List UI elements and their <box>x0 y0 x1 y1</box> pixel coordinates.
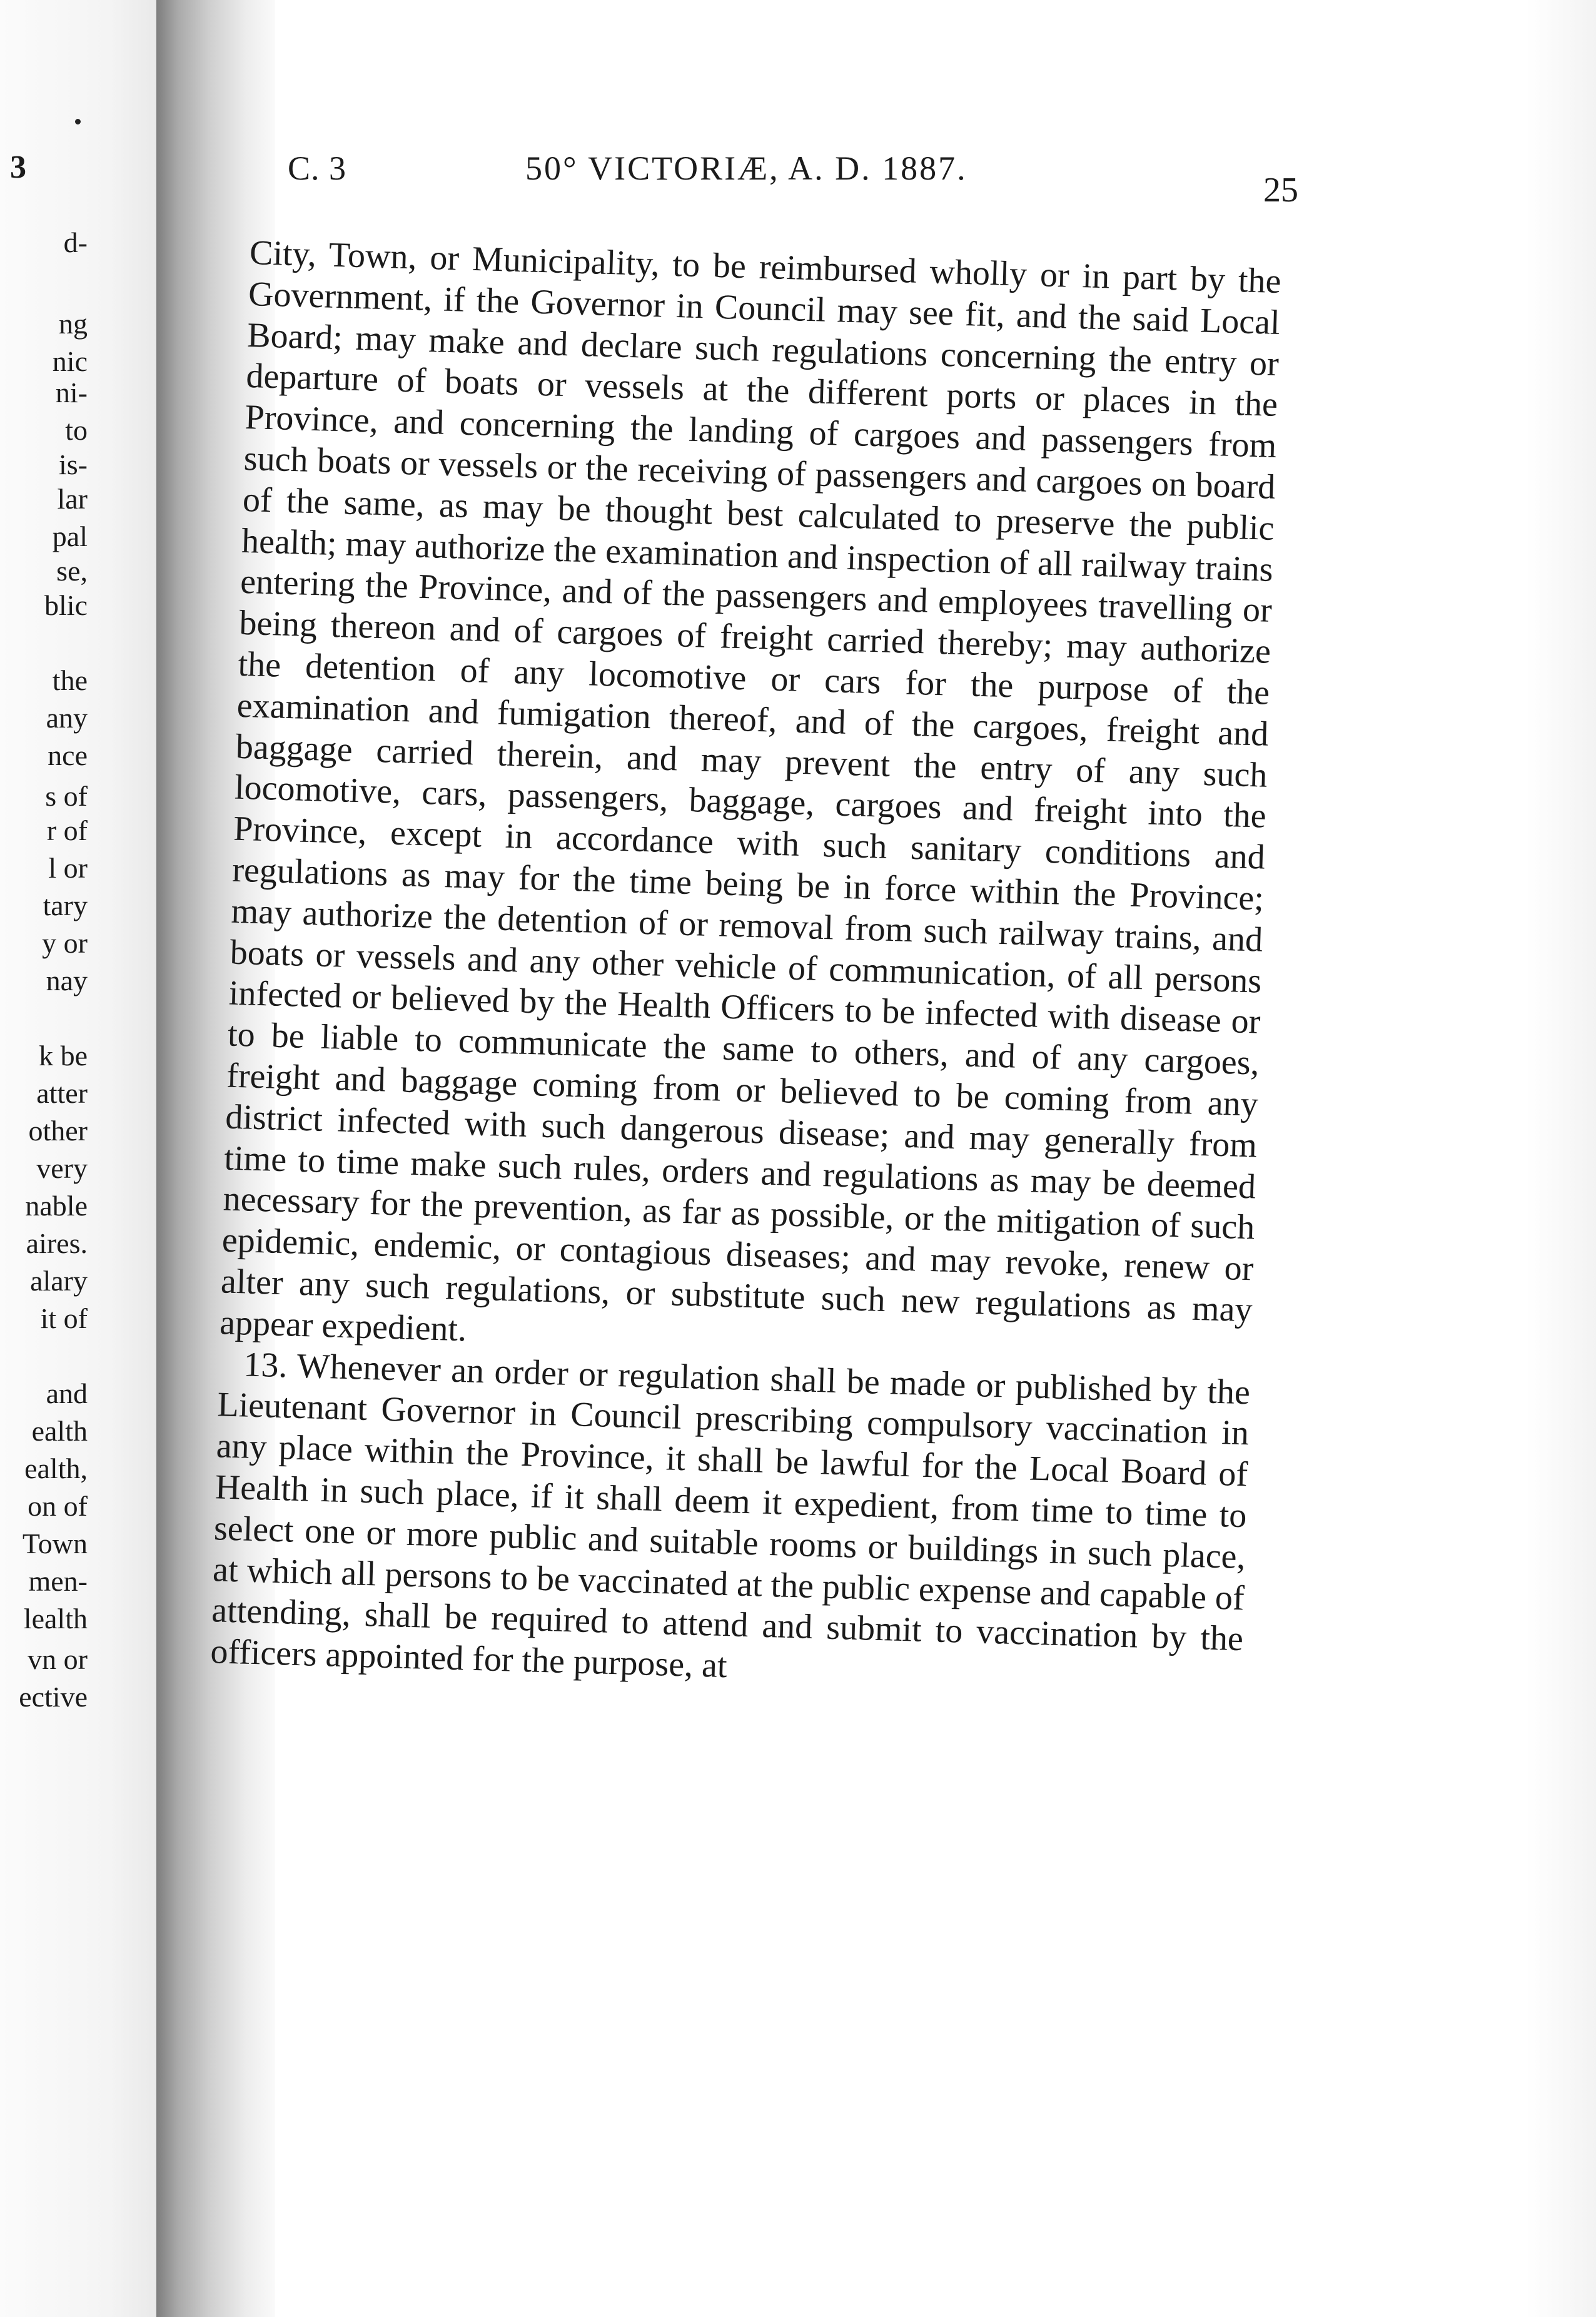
facing-page-fragment: d- <box>63 226 88 258</box>
facing-page-fragment: aires. <box>26 1227 88 1259</box>
facing-page-fragment: ealth, <box>24 1453 88 1484</box>
running-header <box>288 149 1313 199</box>
facing-page-fragment: Town <box>22 1528 88 1559</box>
facing-page-fragment: nable <box>25 1190 88 1222</box>
facing-page-fragment: atter <box>36 1077 88 1109</box>
page-number: 25 <box>1263 171 1298 210</box>
facing-page-fragment: se, <box>56 555 88 587</box>
facing-page-fragment: ective <box>19 1681 88 1713</box>
facing-page-number: 3 <box>10 150 26 185</box>
facing-page-fragment: ng <box>59 308 88 340</box>
facing-page-fragment: to <box>65 414 88 446</box>
facing-page-fragment: men- <box>28 1565 88 1597</box>
facing-page-fragment: nic <box>52 345 88 377</box>
facing-page-fragment: tary <box>43 890 88 921</box>
facing-page-fragment: k be <box>39 1040 88 1072</box>
facing-page-fragment: r of <box>46 814 88 846</box>
facing-page-fragment: nay <box>46 965 88 996</box>
facing-page-fragment: other <box>28 1115 88 1147</box>
facing-page-fragment: very <box>36 1152 88 1184</box>
facing-page-fragment: is- <box>59 449 88 480</box>
facing-page-fragment: lar <box>57 483 88 515</box>
facing-page <box>0 0 156 2317</box>
page-edge <box>1526 0 1596 2317</box>
facing-page-fragment: and <box>46 1377 88 1409</box>
facing-page-fragment: l or <box>48 852 88 884</box>
facing-page-fragment: the <box>52 664 88 696</box>
paragraph-continued: City, Town, or Municipality, to be reimbursed wholly or in part by the Government, if the Governor in Council may see fit, and the said Local Board; may make and declare such regulations concerning the entry or departure of boats or vessels at the different ports or places in the Province, and concerning the landing of cargoes and passengers from such boats or vessels or the receiving of passengers and cargoes on board of the same, as may be thought best calculated to preserve the public health; may authorize the examination and inspection of all railway trains entering the Province, and of the passengers and employees travelling or being thereon and of cargoes of freight carried thereby; may authorize the detention of any locomotive or cars for the purpose of the examination and fumigation thereof, and of the cargoes, freight and baggage carried therein, and may prevent the entry of any such locomotive, cars, passengers, baggage, cargoes and freight into the Province, except in accordance with such sanitary conditions and regulations as may for the time being be in force within the Province; may authorize the detention of or removal from such railway trains, and boats or vessels and any other vehicle of communication, of all persons infected or believed by the Health Officers to be infected with disease or to be liable to communicate the same to others, and of any cargoes, freight and baggage coming from or believed to be coming from any district infected with such dangerous disease; and may generally from time to time make such rules, orders and regulations as may be deemed necessary for the prevention, as far as possible, or the mitigation of such epidemic, endemic, or contagious diseases; and may revoke, renew or alter any such regulations, or substitute such new regulations as may appear expedient. <box>219 233 1282 1349</box>
facing-page-fragment: alary <box>30 1265 88 1297</box>
facing-page-fragment: y or <box>42 927 88 959</box>
facing-page-fragment: on of <box>28 1490 88 1522</box>
header-title: 50° VICTORIÆ, A. D. 1887. <box>525 150 967 187</box>
ink-dot <box>75 119 81 124</box>
chapter-label: C. 3 <box>288 150 347 187</box>
facing-page-fragment: it of <box>40 1302 88 1334</box>
facing-page-fragment: vn or <box>28 1643 88 1675</box>
facing-page-fragment: s of <box>45 780 88 812</box>
section-13-paragraph: 13. Whenever an order or regulation shall be made or published by the Lieutenant Governor in Council prescribing compulsory vaccination in any place within the Province, it shall be lawful for the Local Board of Health in such place, if it shall deem it expedient, from time to time to select one or more public and suitable rooms or buildings in such place, at which all persons to be vaccinated at the public expense and capable of attending, shall be required to attend and submit to vaccination by the officers appointed for the purpose, at <box>210 1344 1251 1686</box>
facing-page-fragment: ni- <box>55 377 88 408</box>
facing-page-fragment: blic <box>44 589 88 621</box>
facing-page-fragment: pal <box>52 520 88 552</box>
facing-page-fragment: any <box>46 702 88 734</box>
facing-page-fragment: lealth <box>23 1603 88 1635</box>
facing-page-fragment: nce <box>48 739 88 771</box>
facing-page-fragment: ealth <box>31 1415 88 1447</box>
body-text <box>210 233 1282 1701</box>
